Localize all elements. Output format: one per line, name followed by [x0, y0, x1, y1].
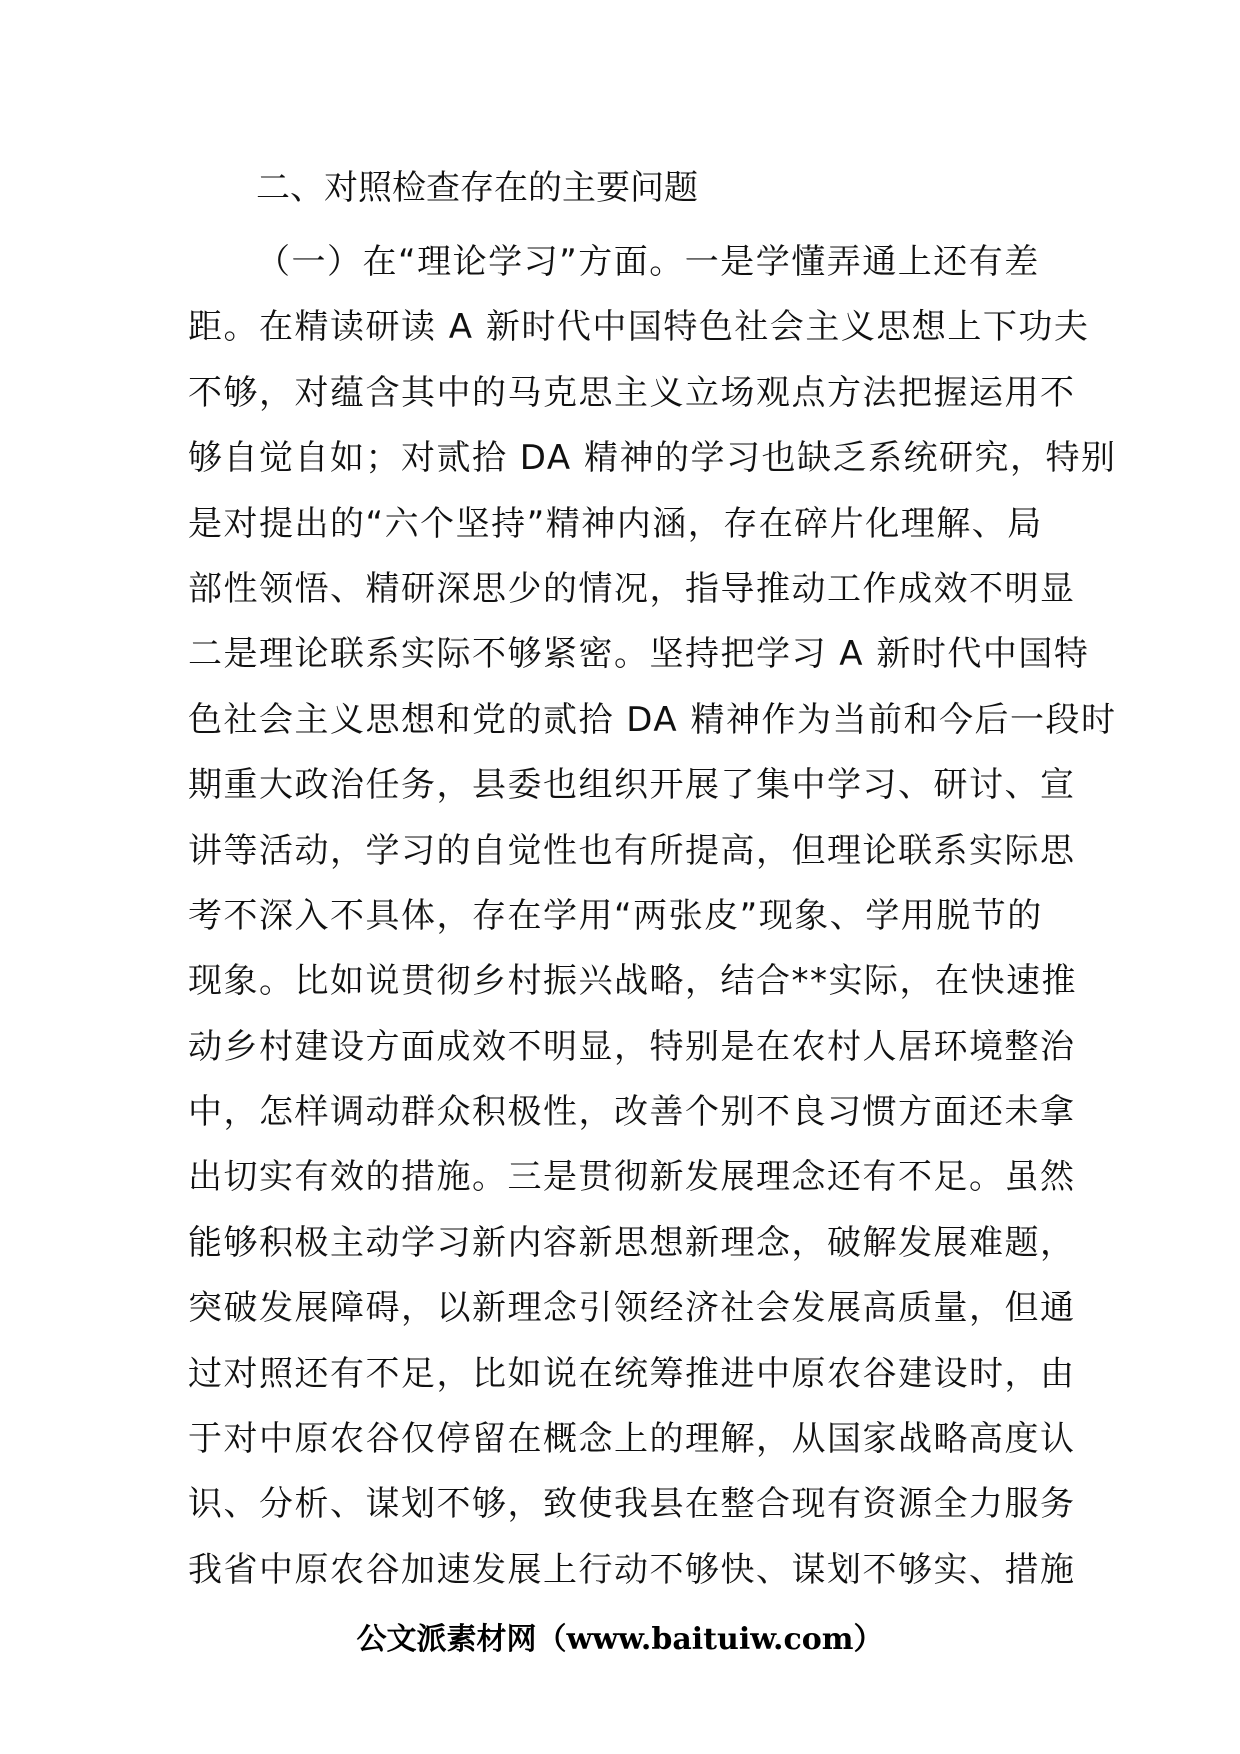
text-line: 动乡村建设方面成效不明显，特别是在农村人居环境整治	[188, 1026, 1076, 1067]
text-line: 于对中原农谷仅停留在概念上的理解，从国家战略高度认	[188, 1419, 1076, 1460]
text-line: 现象。比如说贯彻乡村振兴战略，结合**实际，在快速推	[188, 961, 1077, 1002]
section-heading: 二、对照检查存在的主要问题	[256, 168, 698, 208]
text-line: 不够，对蕴含其中的马克思主义立场观点方法把握运用不	[188, 372, 1076, 413]
text-line: 够自觉自如；对贰拾 DA 精神的学习也缺乏系统研究，特别	[188, 438, 1117, 479]
text-line: 中，怎样调动群众积极性，改善个别不良习惯方面还未拿	[188, 1092, 1076, 1133]
text-line: 突破发展障碍，以新理念引领经济社会发展高质量，但通	[188, 1288, 1076, 1329]
text-line: 部性领悟、精研深思少的情况，指导推动工作成效不明显	[188, 568, 1076, 609]
text-line: 考不深入不具体，存在学用“两张皮”现象、学用脱节的	[188, 895, 1043, 936]
text-line: 二是理论联系实际不够紧密。坚持把学习 A 新时代中国特	[188, 634, 1090, 675]
text-line: 距。在精读研读 A 新时代中国特色社会主义思想上下功夫	[188, 307, 1090, 348]
text-line: 期重大政治任务，县委也组织开展了集中学习、研讨、宣	[188, 765, 1076, 806]
text-line: 讲等活动，学习的自觉性也有所提高，但理论联系实际思	[188, 830, 1076, 871]
text-line: 识、分析、谋划不够，致使我县在整合现有资源全力服务	[188, 1484, 1076, 1525]
text-line: 过对照还有不足，比如说在统筹推进中原农谷建设时，由	[188, 1353, 1076, 1394]
body-paragraph	[188, 230, 1117, 1603]
text-line: （一）在“理论学习”方面。一是学懂弄通上还有差	[256, 242, 1040, 282]
text-line: 是对提出的“六个坚持”精神内涵，存在碎片化理解、局	[188, 503, 1043, 544]
text-line: 能够积极主动学习新内容新思想新理念，破解发展难题，	[188, 1222, 1076, 1263]
text-line: 色社会主义思想和党的贰拾 DA 精神作为当前和今后一段时	[188, 699, 1117, 740]
text-line: 我省中原农谷加速发展上行动不够快、谋划不够实、措施	[188, 1549, 1076, 1590]
footer-watermark: 公文派素材网（www.baituiw.com）	[356, 1622, 884, 1657]
text-line: 出切实有效的措施。三是贯彻新发展理念还有不足。虽然	[188, 1157, 1076, 1198]
